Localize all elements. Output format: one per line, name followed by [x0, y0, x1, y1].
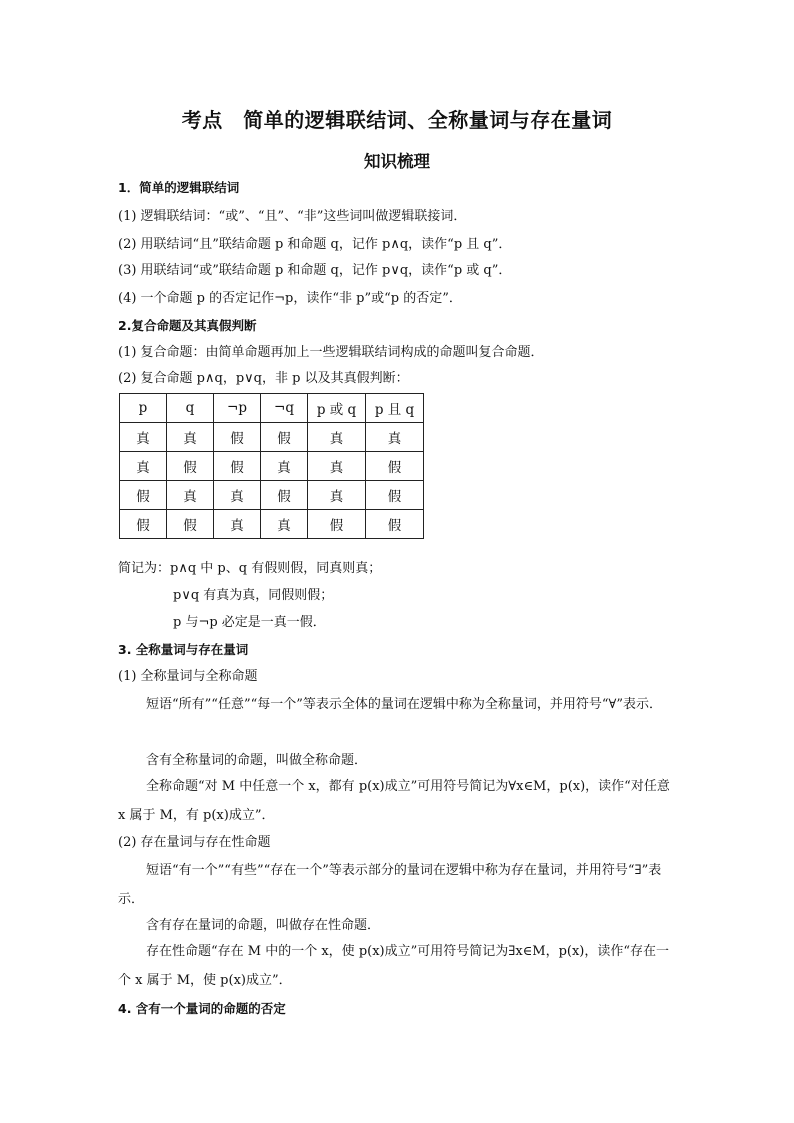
summary-note-2: p∨q 有真为真，同假则假；	[173, 588, 334, 603]
summary-note-1: 简记为：p∧q 中 p、q 有假则假，同真则真；	[118, 561, 382, 576]
table-cell: 真	[120, 452, 167, 481]
table-cell: 假	[366, 510, 424, 539]
table-header-cell: ¬q	[261, 394, 308, 423]
table-header-cell: p 且 q	[366, 394, 424, 423]
table-cell: 真	[308, 481, 366, 510]
table-cell: 真	[366, 423, 424, 452]
table-cell: 假	[366, 481, 424, 510]
table-cell: 真	[167, 481, 214, 510]
table-cell: 真	[261, 452, 308, 481]
table-cell: 假	[308, 510, 366, 539]
truth-table-header-row	[120, 394, 424, 423]
table-cell: 假	[214, 452, 261, 481]
section-2-heading: 2.复合命题及其真假判断	[118, 318, 257, 333]
table-cell: 假	[261, 423, 308, 452]
table-cell: 真	[120, 423, 167, 452]
section-1-item-2: (2) 用联结词“且”联结命题 p 和命题 q，记作 p∧q，读作“p 且 q”．	[118, 237, 512, 252]
existential-proposition-definition: 含有存在量词的命题，叫做存在性命题．	[146, 918, 381, 933]
table-header-cell: ¬p	[214, 394, 261, 423]
section-subtitle: 知识梳理	[364, 152, 430, 171]
universal-proposition-notation: 全称命题“对 M 中任意一个 x，都有 p(x)成立”可用符号简记为∀x∈M，p(x)，读作“对任意 x 属于 M，有 p(x)成立”．	[118, 779, 670, 823]
table-cell: 假	[366, 452, 424, 481]
section-1-item-4: (4) 一个命题 p 的否定记作¬p，读作“非 p”或“p 的否定”．	[118, 291, 462, 306]
table-cell: 假	[261, 481, 308, 510]
section-3-heading: 3. 全称量词与存在量词	[118, 642, 249, 657]
section-2-item-2: (2) 复合命题 p∧q，p∨q，非 p 以及其真假判断：	[118, 371, 409, 386]
summary-note-3: p 与¬p 必定是一真一假．	[173, 615, 326, 630]
table-row	[120, 452, 424, 481]
table-row	[120, 423, 424, 452]
table-header-cell: p 或 q	[308, 394, 366, 423]
table-cell: 真	[261, 510, 308, 539]
table-cell: 假	[214, 423, 261, 452]
truth-table	[119, 393, 424, 539]
section-1-item-3: (3) 用联结词“或”联结命题 p 和命题 q，记作 p∨q，读作“p 或 q”．	[118, 263, 512, 278]
subsection-1-heading: (1) 全称量词与全称命题	[118, 669, 258, 684]
table-cell: 真	[308, 452, 366, 481]
section-1-item-1: (1) 逻辑联结词：“或”、“且”、“非”这些词叫做逻辑联接词．	[118, 209, 467, 224]
table-cell: 真	[308, 423, 366, 452]
table-cell: 假	[167, 510, 214, 539]
existential-proposition-notation: 存在性命题“存在 M 中的一个 x，使 p(x)成立”可用符号简记为∃x∈M，p(x)，读作“存在一个 x 属于 M，使 p(x)成立”．	[118, 944, 670, 988]
existential-quantifier-definition: 短语“有一个”“有些”“存在一个”等表示部分的量词在逻辑中称为存在量词，并用符号“∃”表示．	[118, 863, 662, 907]
table-cell: 假	[120, 481, 167, 510]
table-cell: 假	[120, 510, 167, 539]
table-cell: 真	[167, 423, 214, 452]
section-4-heading: 4. 含有一个量词的命题的否定	[118, 1001, 286, 1016]
section-2-item-1: (1) 复合命题：由简单命题再加上一些逻辑联结词构成的命题叫复合命题．	[118, 345, 544, 360]
section-1-heading: 1．简单的逻辑联结词	[118, 180, 240, 195]
table-row	[120, 510, 424, 539]
table-header-cell: q	[167, 394, 214, 423]
universal-proposition-definition: 含有全称量词的命题，叫做全称命题．	[146, 753, 368, 768]
table-cell: 真	[214, 481, 261, 510]
subsection-2-heading: (2) 存在量词与存在性命题	[118, 835, 271, 850]
table-header-cell: p	[120, 394, 167, 423]
table-cell: 假	[167, 452, 214, 481]
page-title: 考点 简单的逻辑联结词、全称量词与存在量词	[181, 108, 613, 132]
table-cell: 真	[214, 510, 261, 539]
universal-quantifier-definition: 短语“所有”“任意”“每一个”等表示全体的量词在逻辑中称为全称量词，并用符号“∀”表示．	[146, 697, 663, 712]
table-row	[120, 481, 424, 510]
